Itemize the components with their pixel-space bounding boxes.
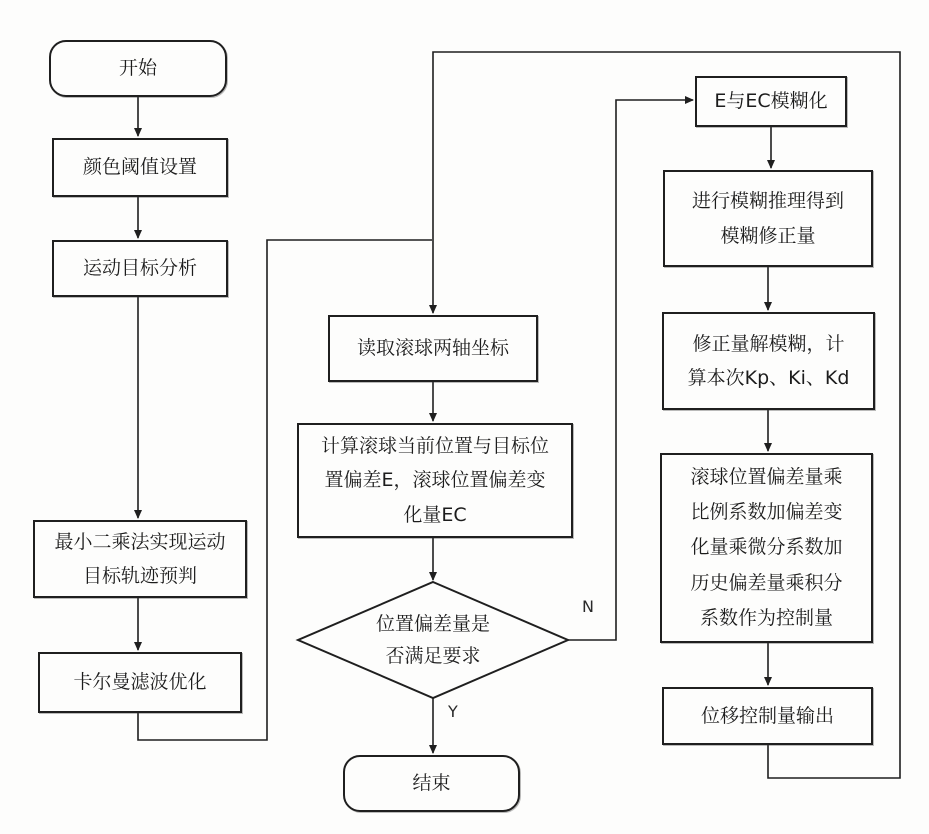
node-defuzzify: 修正量解模糊，计 算本次Kp、Ki、Kd xyxy=(662,312,875,410)
node-start: 开始 xyxy=(49,40,227,97)
node-fuzzify: E与EC模糊化 xyxy=(695,76,847,127)
edge-label-no: N xyxy=(582,597,594,616)
node-least-squares: 最小二乘法实现运动 目标轨迹预判 xyxy=(33,520,247,598)
node-read-coordinates: 读取滚球两轴坐标 xyxy=(328,315,538,382)
node-kalman-filter: 卡尔曼滤波优化 xyxy=(38,652,242,713)
node-end: 结束 xyxy=(343,755,520,812)
edge-label-yes: Y xyxy=(448,702,458,721)
node-displacement-output: 位移控制量输出 xyxy=(662,687,873,745)
node-color-threshold: 颜色阈值设置 xyxy=(52,138,228,197)
node-fuzzy-inference: 进行模糊推理得到 模糊修正量 xyxy=(663,170,873,267)
node-pid-compute: 滚球位置偏差量乘 比例系数加偏差变 化量乘微分系数加 历史偏差量乘积分 系数作为控制量 xyxy=(660,453,873,643)
node-decision-label: 位置偏差量是 否满足要求 xyxy=(375,612,490,667)
node-compute-deviation: 计算滚球当前位置与目标位 置偏差E，滚球位置偏差变 化量EC xyxy=(297,423,573,538)
node-motion-analysis: 运动目标分析 xyxy=(52,240,228,297)
